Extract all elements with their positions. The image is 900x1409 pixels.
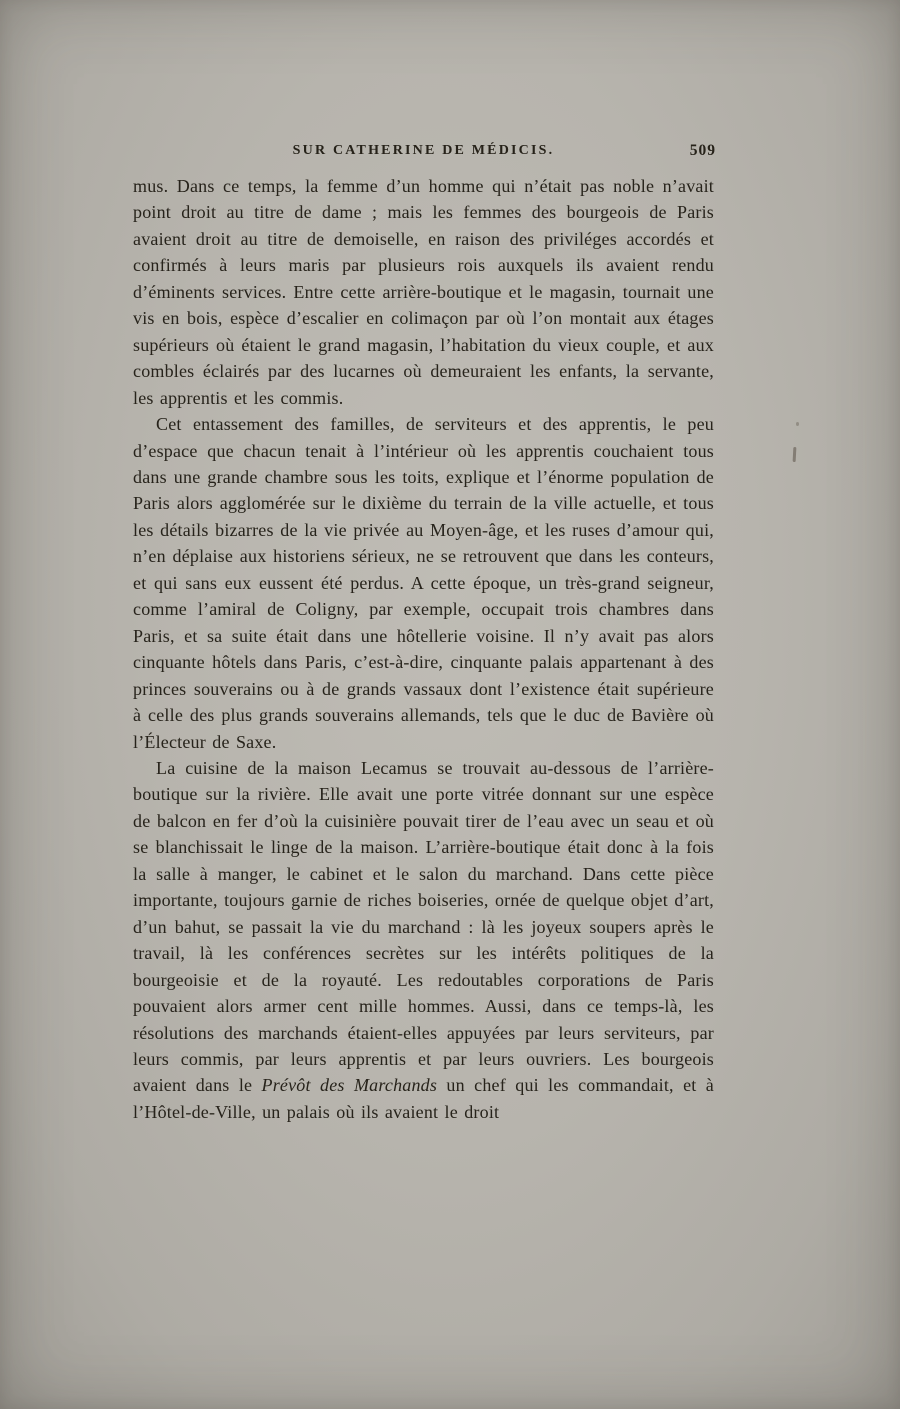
paragraph: Cet entassement des familles, de serviteurs et des apprentis, le peu d’espace que chacun tenait à l’intérieur où les apprentis couchaient tous dans une grande chambre sous les toits, explique et l’énorme population de Paris alors agglomérée sur le dixième du terrain de la ville actuelle, et tous les détails bizarres de la vie privée au Moyen-âge, et les ruses d’amour qui, n’en déplaise aux historiens sérieux, ne se retrouvent que dans les conteurs, et qui sans eux eussent été perdus. A cette époque, un très-grand seigneur, comme l’amiral de Coligny, par exemple, occupait trois chambres dans Paris, et sa suite était dans une hôtellerie voisine. Il n’y avait pas alors cinquante hôtels dans Paris, c’est-à-dire, cinquante palais appartenant à des princes souverains ou à de grands vassaux dont l’existence était supérieure à celle des plus grands souverains allemands, tels que le duc de Bavière où l’Électeur de Saxe. [133,414,714,752]
paragraph [133,755,714,1125]
paragraph-text: un chef qui les commandait, et à l’Hôtel-de-Ville, un palais où ils avaient le droit [133,1075,714,1122]
running-header [133,143,714,163]
italic-phrase: Prévôt des Marchands [261,1075,438,1096]
page-number: 509 [689,142,716,159]
running-title: SUR CATHERINE DE MÉDICIS. [292,143,555,158]
text-column [133,143,714,1125]
paragraph: mus. Dans ce temps, la femme d’un homme qui n’était pas noble n’avait point droit au titre de dame ; mais les femmes des bourgeois de Paris avaient droit au titre de demoiselle, en raison des priviléges accordés et confirmés à leurs maris par plusieurs rois auxquels ils avaient rendu d’éminents services. Entre cette arrière-boutique et le magasin, tournait une vis en bois, espèce d’escalier en colimaçon par où l’on montait aux étages supérieurs où étaient le grand magasin, l’habitation du vieux couple, et aux combles éclairés par des lucarnes où demeuraient les enfants, la servante, les apprentis et les commis. [133,176,714,408]
paragraph-text: La cuisine de la maison Lecamus se trouvait au-dessous de l’arrière-boutique sur la rivière. Elle avait une porte vitrée donnant sur une espèce de balcon en fer d’où la cuisinière pouvait tirer de l’eau avec un seau et où se blanchissait le linge de la maison. L’arrière-boutique était donc à la fois la salle à manger, le cabinet et le salon du marchand. Dans cette pièce importante, toujours garnie de riches boiseries, ornée de quelque objet d’art, d’un bahut, se passait la vie du marchand : là les joyeux soupers après le travail, là les conférences secrètes sur les intérêts politiques de la bourgeoisie et de la royauté. Les redoutables corporations de Paris pouvaient alors armer cent mille hommes. Aussi, dans ce temps-là, les résolutions des marchands étaient-elles appuyées par leurs serviteurs, par leurs commis, par leurs apprentis et par leurs ouvriers. Les bourgeois avaient dans le [133,757,714,1096]
page-body [133,173,714,1125]
scan-artifact [793,447,797,462]
scan-artifact [796,422,799,426]
